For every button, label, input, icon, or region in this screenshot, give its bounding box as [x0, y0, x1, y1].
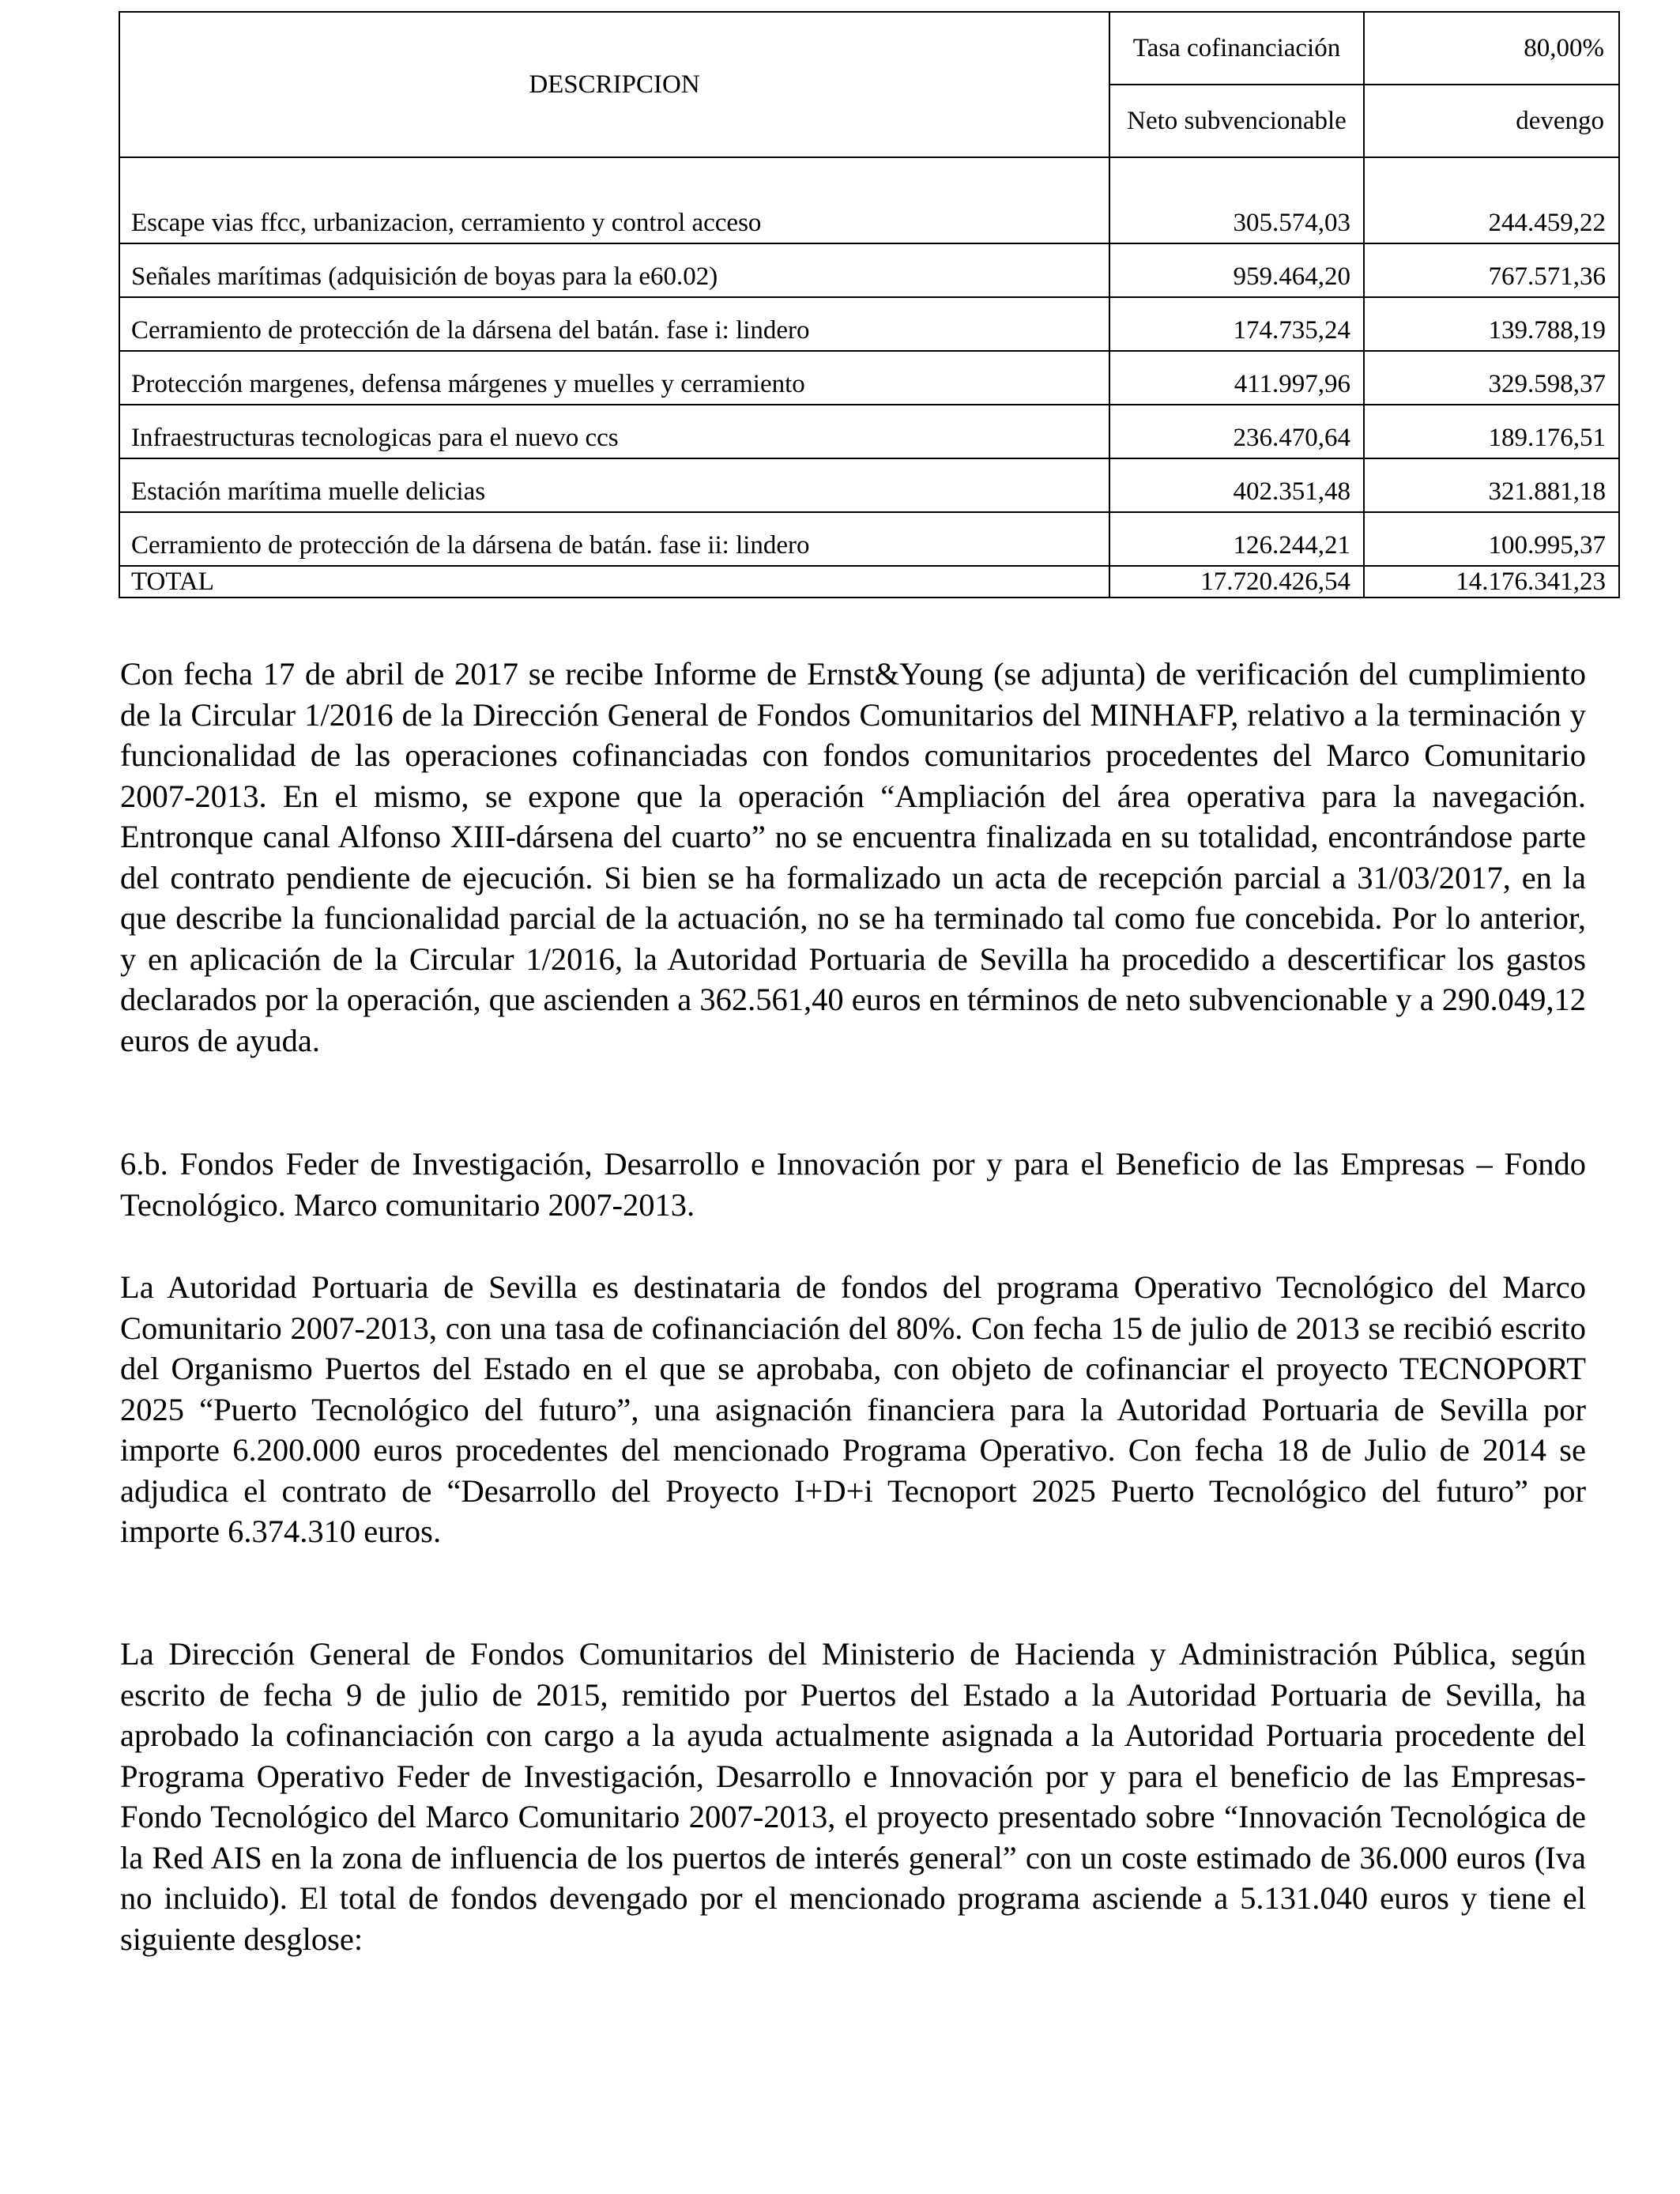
section-heading-6b: 6.b. Fondos Feder de Investigación, Desarrollo e Innovación por y para el Beneficio de las Empresas – Fondo Tecnológico. Marco comunitario 2007-2013.	[120, 1146, 1586, 1223]
row-description: Escape vias ffcc, urbanizacion, cerramiento y control acceso	[119, 157, 1109, 243]
row-net: 402.351,48	[1109, 458, 1364, 512]
row-net: 411.997,96	[1109, 351, 1364, 405]
paragraph-ais-network: La Dirección General de Fondos Comunitarios del Ministerio de Hacienda y Administración Pública, según escrito de fecha 9 de julio de 2015, remitido por Puertos del Estado a la Autoridad Portuaria de Sevilla, ha aprobado la cofinanciación con cargo a la ayuda actualmente asignada a la Autoridad Portuaria procedente del Programa Operativo Feder de Investigación, Desarrollo e Innovación por y para el beneficio de las Empresas-Fondo Tecnológico del Marco Comunitario 2007-2013, el proyecto presentado sobre “Innovación Tecnológica de la Red AIS en la zona de influencia de los puertos de interés general” con un coste estimado de 36.000 euros (Iva no incluido). El total de fondos devengado por el mencionado programa asciende a 5.131.040 euros y tiene el siguiente desglose:	[120, 1636, 1586, 1957]
cofinancing-table	[119, 11, 1620, 598]
row-accrual: 139.788,19	[1364, 297, 1619, 351]
row-net: 126.244,21	[1109, 512, 1364, 566]
row-net: 959.464,20	[1109, 243, 1364, 297]
table-row	[119, 351, 1619, 405]
row-description: Señales marítimas (adquisición de boyas para la e60.02)	[119, 243, 1109, 297]
row-net: 305.574,03	[1109, 157, 1364, 243]
total-label: TOTAL	[119, 566, 1109, 598]
total-net: 17.720.426,54	[1109, 566, 1364, 598]
header-rate-value: 80,00%	[1364, 12, 1619, 85]
row-net: 174.735,24	[1109, 297, 1364, 351]
table-total-row	[119, 566, 1619, 598]
header-accrual-label: devengo	[1364, 85, 1619, 157]
header-description: DESCRIPCION	[119, 12, 1109, 157]
row-description: Cerramiento de protección de la dársena del batán. fase i: lindero	[119, 297, 1109, 351]
row-accrual: 767.571,36	[1364, 243, 1619, 297]
row-description: Protección margenes, defensa márgenes y muelles y cerramiento	[119, 351, 1109, 405]
row-accrual: 321.881,18	[1364, 458, 1619, 512]
row-net: 236.470,64	[1109, 405, 1364, 458]
paragraph-tecnoport: La Autoridad Portuaria de Sevilla es destinataria de fondos del programa Operativo Tecnológico del Marco Comunitario 2007-2013, con una tasa de cofinanciación del 80%. Con fecha 15 de julio de 2013 se recibió escrito del Organismo Puertos del Estado en el que se aprobaba, con objeto de cofinanciar el proyecto TECNOPORT 2025 “Puerto Tecnológico del futuro”, una asignación financiera para la Autoridad Portuaria de Sevilla por importe 6.200.000 euros procedentes del mencionado Programa Operativo. Con fecha 18 de Julio de 2014 se adjudica el contrato de “Desarrollo del Proyecto I+D+i Tecnoport 2025 Puerto Tecnológico del futuro” por importe 6.374.310 euros.	[120, 1269, 1586, 1549]
row-description: Infraestructuras tecnologicas para el nuevo ccs	[119, 405, 1109, 458]
header-net-label: Neto subvencionable	[1109, 85, 1364, 157]
table-header-row	[119, 12, 1619, 85]
header-rate-label: Tasa cofinanciación	[1109, 12, 1364, 85]
table-row	[119, 297, 1619, 351]
row-accrual: 100.995,37	[1364, 512, 1619, 566]
paragraph-ernst-young-report: Con fecha 17 de abril de 2017 se recibe Informe de Ernst&Young (se adjunta) de verificación del cumplimiento de la Circular 1/2016 de la Dirección General de Fondos Comunitarios del MINHAFP, relativo a la terminación y funcionalidad de las operaciones cofinanciadas con fondos comunitarios procedentes del Marco Comunitario 2007-2013. En el mismo, se expone que la operación “Ampliación del área operativa para la navegación. Entronque canal Alfonso XIII-dársena del cuarto” no se encuentra finalizada en su totalidad, encontrándose parte del contrato pendiente de ejecución. Si bien se ha formalizado un acta de recepción parcial a 31/03/2017, en la que describe la funcionalidad parcial de la actuación, no se ha terminado tal como fue concebida. Por lo anterior, y en aplicación de la Circular 1/2016, la Autoridad Portuaria de Sevilla ha procedido a descertificar los gastos declarados por la operación, que ascienden a 362.561,40 euros en términos de neto subvencionable y a 290.049,12 euros de ayuda.	[120, 656, 1586, 1058]
table-row	[119, 157, 1619, 243]
row-description: Estación marítima muelle delicias	[119, 458, 1109, 512]
table-row	[119, 458, 1619, 512]
table-row	[119, 512, 1619, 566]
row-accrual: 244.459,22	[1364, 157, 1619, 243]
table-row	[119, 243, 1619, 297]
row-description: Cerramiento de protección de la dársena de batán. fase ii: lindero	[119, 512, 1109, 566]
row-accrual: 329.598,37	[1364, 351, 1619, 405]
row-accrual: 189.176,51	[1364, 405, 1619, 458]
table-row	[119, 405, 1619, 458]
total-accrual: 14.176.341,23	[1364, 566, 1619, 598]
